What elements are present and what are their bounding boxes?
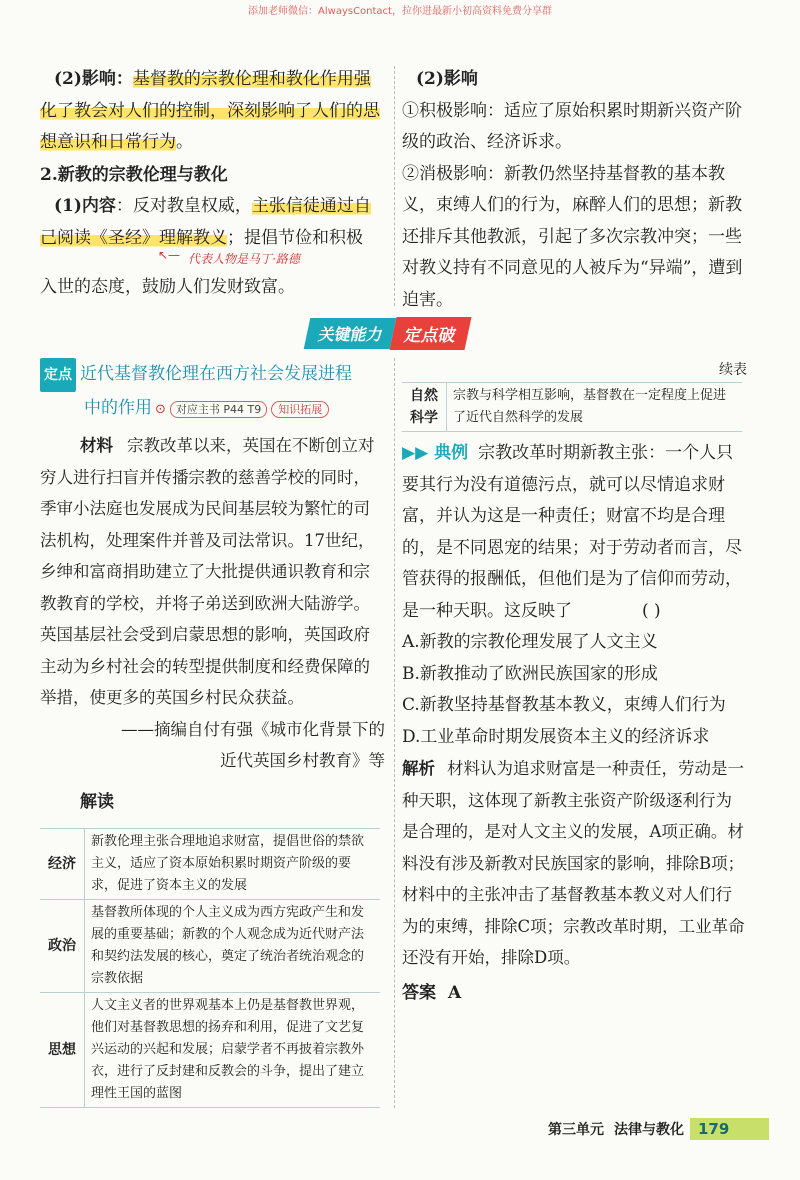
highlighted-text: 基督教的宗教伦理和教化作用强化了教会对人们的控制，深刻影响了人们的思想意识和日常行为 — [40, 69, 380, 152]
watermark: 添加老师微信：AlwaysContact，拉你进最新小初高资料免费分享群 — [248, 6, 552, 17]
footer-chapter: 法律与教化 — [614, 1122, 684, 1138]
table-row — [40, 829, 380, 900]
topic-title-text: 中的作用 — [84, 398, 152, 418]
answer-bracket: ( ) — [642, 600, 661, 621]
material-label: 材料 — [80, 436, 113, 455]
option-c: C.新教坚持基督教基本教义，束缚人们行为 — [402, 695, 726, 715]
topic-block — [40, 358, 385, 1108]
row-text: 宗教与科学相互影响，基督教在一定程度上促进了近代自然科学的发展 — [447, 383, 743, 432]
row-text: 基督教所体现的个人主义成为西方宪政产生和发展的重要基础；新教的个人观念成为近代财产法和契约法发展的核心，奠定了统治者统治观念的宗教依据 — [85, 900, 381, 993]
topic-title-line1 — [40, 358, 385, 392]
column-divider — [394, 66, 395, 306]
page-number: 179 — [690, 1118, 769, 1140]
knowledge-ext-tag: 知识拓展 — [271, 401, 329, 418]
table-row — [40, 900, 380, 993]
banner-left: 关键能力 — [304, 318, 397, 349]
example-stem-text: 宗教改革时期新教主张：一个人只要其行为没有道德污点，就可以尽情追求财富，并认为这是一种责任；财富不均是合理的，是不同恩宠的结果；对于劳动者而言，尽管获得的报酬低，但他们是为了信仰而劳动，是一种天职。这反映了 — [402, 443, 742, 621]
source-line2: 近代英国乡村教育》等 — [220, 751, 385, 770]
text: ：反对教皇权威， — [115, 196, 252, 216]
negative-influence: ②消极影响：新教仍然坚持基督教的基本教义，束缚人们的行为，麻醉人们的思想；新教还排斥其他教派，引起了多次宗教冲突；一些对教义持有不同意见的人被斥为“异端”，遭到迫害。 — [402, 163, 743, 310]
colon: ： — [115, 69, 133, 89]
target-icon: ⊙ — [155, 402, 166, 417]
row-head: 政治 — [40, 900, 85, 993]
item-label: (2)影响 — [54, 69, 116, 89]
table-row — [402, 383, 742, 432]
row-text: 新教伦理主张合理地追求财富，提倡世俗的禁欲主义，适应了资本原始积累时期资产阶级的要求，促进了资本主义的发展 — [85, 829, 381, 900]
answer — [402, 978, 747, 1010]
section-title: 2.新教的宗教伦理与教化 — [40, 164, 228, 185]
banner-right: 定点破 — [390, 317, 472, 350]
column-divider — [394, 358, 395, 1108]
example-label-text: 典例 — [434, 443, 469, 463]
annotation-arrow: ↖— — [158, 248, 181, 262]
table-row — [40, 993, 380, 1108]
right-bottom-block — [402, 358, 747, 1009]
analysis — [402, 753, 747, 974]
content-continued: 入世的态度，鼓励人们发财致富。 — [40, 277, 295, 297]
option-b: B.新教推动了欧洲民族国家的形成 — [402, 663, 658, 684]
interpretation-table — [40, 828, 380, 1108]
row-head: 自然科学 — [402, 383, 447, 432]
section-banner — [307, 318, 468, 348]
material-text: 宗教改革以来，英国在不断创立对穷人进行扫盲并传播宗教的慈善学校的同时，季审小法庭也发展成为民间基层较为繁忙的司法机构，处理案件并普及司法常识。17世纪，乡绅和富商捐助建立了大批提供通识教育和宗教教育的学校，并将子弟送到欧洲大陆游学。英国基层社会受到启蒙思想的影响，英国政府主动为乡村社会的转型提供制度和经费保障的举措，使更多的英国乡村民众获益。 — [40, 436, 375, 707]
main-book-ref: 对应主书 P44 T9 — [170, 401, 267, 418]
content-paragraph — [40, 191, 385, 254]
topic-badge: 定点 — [40, 358, 76, 392]
example-label: ▶▶ — [402, 443, 435, 463]
influence-paragraph — [40, 64, 385, 159]
topic-title-text: 近代基督教伦理在西方社会发展进程 — [80, 364, 352, 384]
analysis-text: 材料认为追求财富是一种责任，劳动是一种天职，这体现了新教主张资产阶级逐利行为是合理的，是对人文主义的发展，A项正确。材料没有涉及新教对民族国家的影响，排除B项；材料中的主张冲击了基督教基本教义对人们行为的束缚，排除C项；宗教改革时期，工业革命还没有开始，排除D项。 — [402, 759, 745, 967]
answer-label: 答案 — [402, 982, 436, 1003]
analysis-label: 解析 — [402, 759, 435, 778]
period: 。 — [176, 132, 193, 152]
right-top-block — [402, 64, 747, 316]
footer-unit: 第三单元 — [548, 1122, 604, 1138]
left-top-block — [40, 64, 385, 304]
option-a: A.新教的宗教伦理发展了人文主义 — [402, 632, 658, 652]
item-label: (1)内容 — [54, 196, 116, 216]
row-text: 人文主义者的世界观基本上仍是基督教世界观，他们对基督教思想的扬弃和利用，促进了文艺复兴运动的兴起和发展；启蒙学者不再披着宗教外衣，进行了反封建和反教会的斗争，提出了建立理性王国的蓝图 — [85, 993, 381, 1108]
example-stem — [402, 438, 747, 627]
answer-value: A — [448, 982, 462, 1003]
text: ；提倡节俭和积极 — [227, 227, 363, 248]
row-head: 思想 — [40, 993, 85, 1108]
source-line1: ——摘编自付有强《城市化背景下的 — [121, 719, 385, 739]
row-head: 经济 — [40, 829, 85, 900]
positive-influence: ①积极影响：适应了原始积累时期新兴资产阶级的政治、经济诉求。 — [402, 100, 742, 152]
continued-table — [402, 382, 742, 432]
right-title: (2)影响 — [416, 69, 478, 89]
interpretation-title: 解读 — [80, 791, 114, 812]
topic-title-line2 — [40, 392, 385, 426]
option-d: D.工业革命时期发展资本主义的经济诉求 — [402, 726, 710, 747]
highlighted-text: 主张信徒通过自己阅读《圣经》理解教义 — [40, 196, 371, 248]
material-paragraph — [40, 430, 385, 714]
annotation-text: 代表人物是马丁·路德 — [188, 252, 300, 266]
continued-label: 续表 — [719, 362, 747, 378]
annotation-row — [40, 248, 385, 272]
page-footer — [548, 1118, 769, 1140]
